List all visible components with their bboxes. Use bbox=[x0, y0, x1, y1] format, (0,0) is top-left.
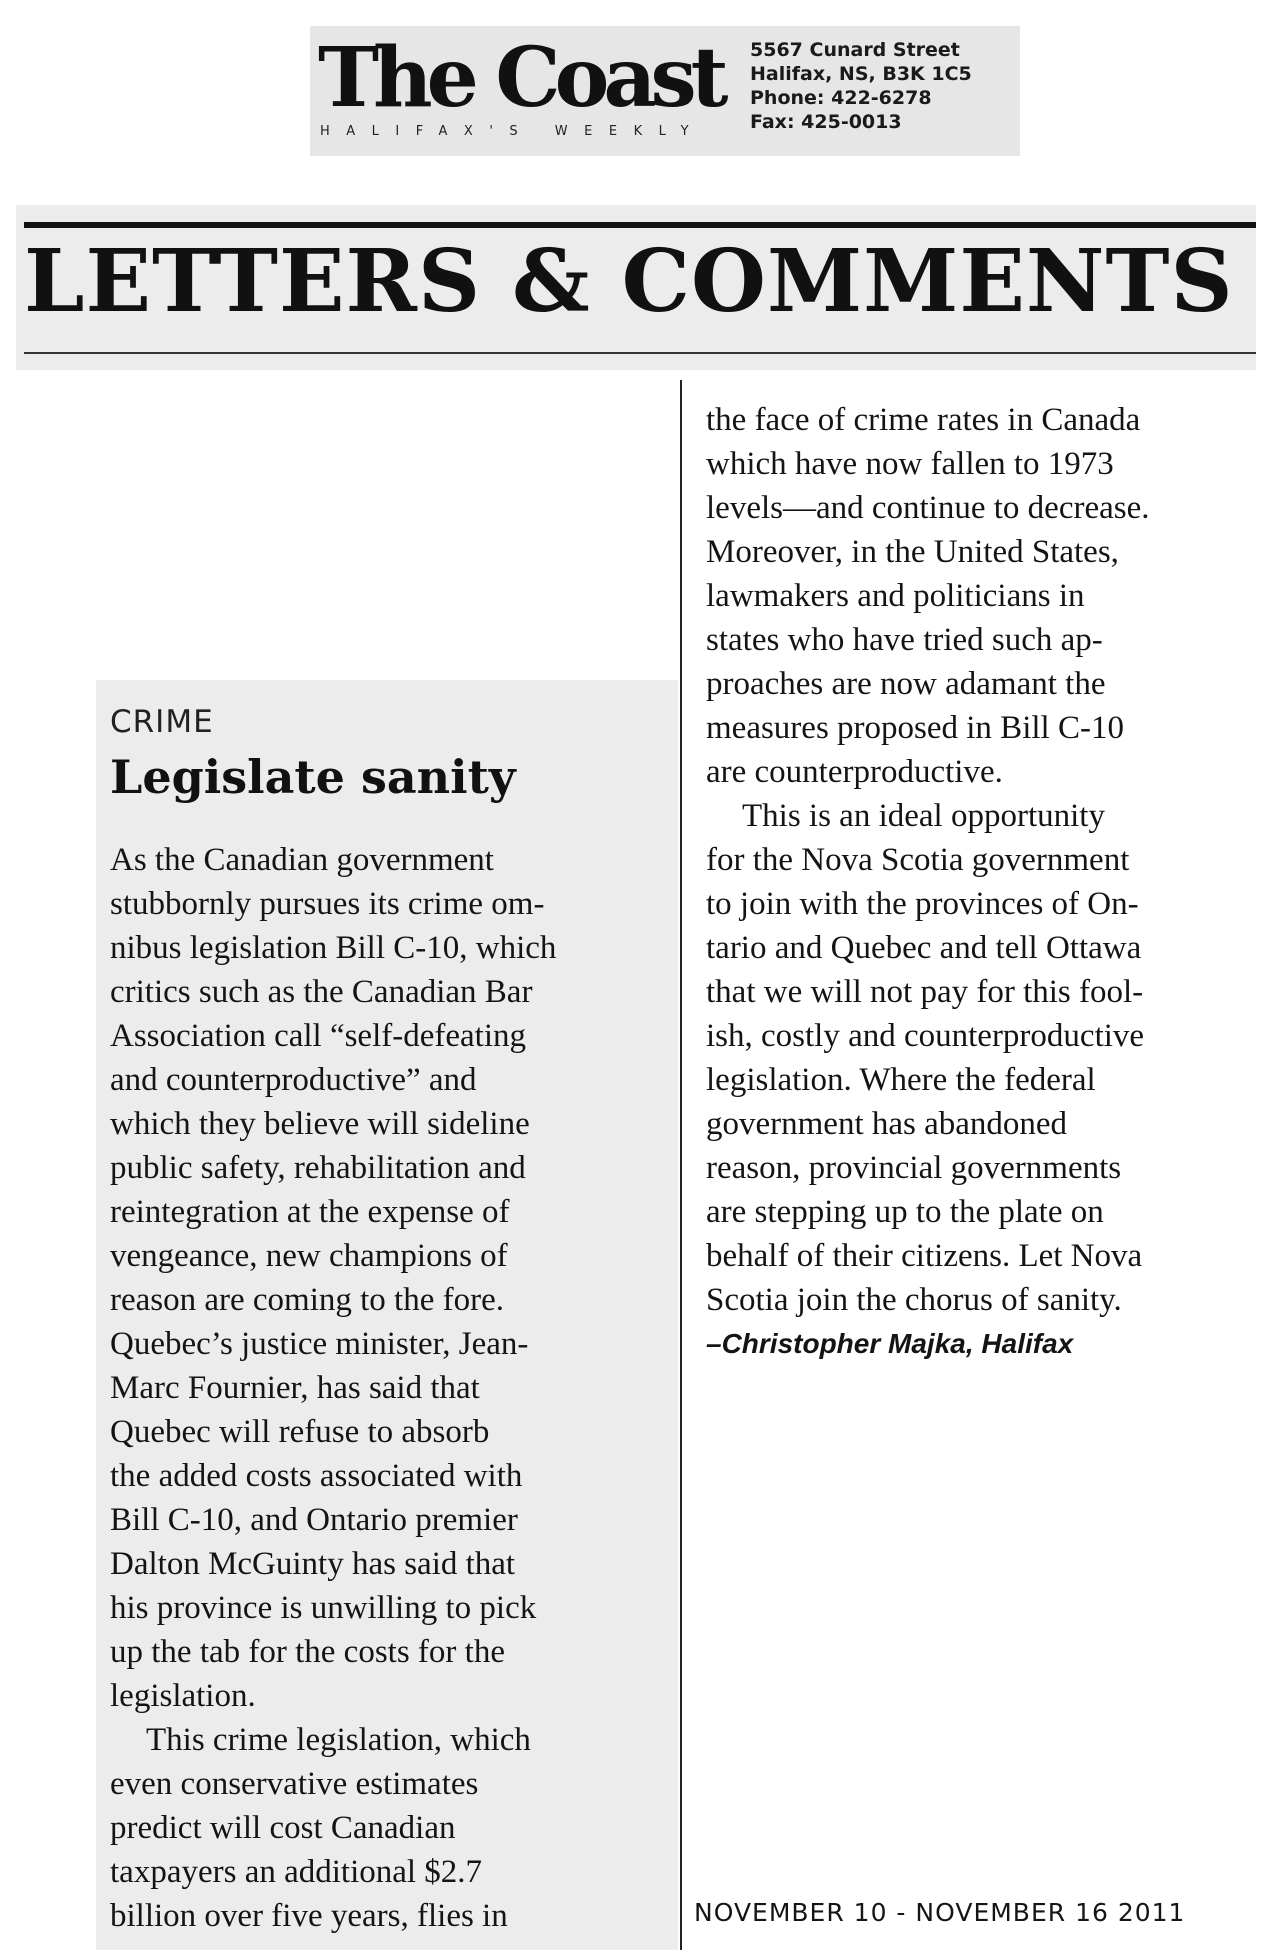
text-line: measures proposed in Bill C-10 bbox=[706, 710, 1124, 746]
text-line: the face of crime rates in Canada bbox=[706, 402, 1141, 438]
article-headline: Legislate sanity bbox=[110, 750, 516, 804]
text-line: behalf of their citizens. Let Nova bbox=[706, 1238, 1143, 1274]
article-column-right bbox=[706, 398, 1246, 1366]
text-line: tario and Quebec and tell Ottawa bbox=[706, 930, 1142, 966]
text-line: stubbornly pursues its crime om- bbox=[110, 886, 545, 922]
text-line: public safety, rehabilitation and bbox=[110, 1150, 526, 1186]
text-line: reason, provincial governments bbox=[706, 1150, 1122, 1186]
text-line: proaches are now adamant the bbox=[706, 666, 1106, 702]
text-line: even conservative estimates bbox=[110, 1766, 479, 1802]
text-line: are stepping up to the plate on bbox=[706, 1194, 1104, 1230]
address-line: Phone: 422-6278 bbox=[750, 87, 932, 109]
text-line: to join with the provinces of On- bbox=[706, 886, 1139, 922]
text-line: which have now fallen to 1973 bbox=[706, 446, 1114, 482]
text-line: levels—and continue to decrease. bbox=[706, 490, 1150, 526]
address-line: 5567 Cunard Street bbox=[750, 39, 960, 61]
text-line: This crime legislation, which bbox=[146, 1722, 531, 1758]
issue-date: NOVEMBER 10 - NOVEMBER 16 2011 bbox=[694, 1898, 1186, 1927]
text-line: As the Canadian government bbox=[110, 842, 494, 878]
banner-rule-bottom bbox=[24, 352, 1256, 354]
banner-rule-top bbox=[24, 222, 1256, 228]
text-line: Marc Fournier, has said that bbox=[110, 1370, 480, 1406]
text-line: and counterproductive” and bbox=[110, 1062, 477, 1098]
text-line: legislation. Where the federal bbox=[706, 1062, 1096, 1098]
section-title: LETTERS & COMMENTS bbox=[24, 232, 1234, 332]
text-line: ish, costly and counterproductive bbox=[706, 1018, 1145, 1054]
text-line: for the Nova Scotia government bbox=[706, 842, 1130, 878]
newspaper-tagline: HALIFAX'S WEEKLY bbox=[320, 124, 706, 139]
contact-address bbox=[750, 38, 972, 134]
text-line: This is an ideal opportunity bbox=[742, 798, 1105, 834]
masthead bbox=[310, 26, 1020, 156]
text-line: predict will cost Canadian bbox=[110, 1810, 456, 1846]
text-line: his province is unwilling to pick bbox=[110, 1590, 537, 1626]
text-line: Bill C-10, and Ontario premier bbox=[110, 1502, 518, 1538]
article-column-left bbox=[110, 838, 670, 1938]
text-line: Scotia join the chorus of sanity. bbox=[706, 1282, 1122, 1318]
text-line: billion over five years, flies in bbox=[110, 1898, 508, 1934]
text-line: reason are coming to the fore. bbox=[110, 1282, 505, 1318]
text-line: are counterproductive. bbox=[706, 754, 1003, 790]
letter-signature: –Christopher Majka, Halifax bbox=[706, 1328, 1074, 1359]
text-line: Quebec will refuse to absorb bbox=[110, 1414, 490, 1450]
text-line: taxpayers an additional $2.7 bbox=[110, 1854, 483, 1890]
text-line: government has abandoned bbox=[706, 1106, 1068, 1142]
address-line: Halifax, NS, B3K 1C5 bbox=[750, 63, 972, 85]
text-line: which they believe will sideline bbox=[110, 1106, 530, 1142]
newspaper-logo: The Coast bbox=[318, 30, 723, 126]
address-line: Fax: 425-0013 bbox=[750, 111, 902, 133]
text-line: reintegration at the expense of bbox=[110, 1194, 510, 1230]
text-line: vengeance, new champions of bbox=[110, 1238, 508, 1274]
text-line: nibus legislation Bill C-10, which bbox=[110, 930, 557, 966]
column-divider bbox=[680, 380, 682, 1950]
text-line: legislation. bbox=[110, 1678, 256, 1714]
text-line: that we will not pay for this fool- bbox=[706, 974, 1144, 1010]
article-kicker: CRIME bbox=[110, 704, 214, 740]
text-line: Dalton McGuinty has said that bbox=[110, 1546, 516, 1582]
text-line: the added costs associated with bbox=[110, 1458, 523, 1494]
text-line: lawmakers and politicians in bbox=[706, 578, 1085, 614]
text-line: Moreover, in the United States, bbox=[706, 534, 1119, 570]
text-line: Quebec’s justice minister, Jean- bbox=[110, 1326, 529, 1362]
text-line: up the tab for the costs for the bbox=[110, 1634, 505, 1670]
text-line: states who have tried such ap- bbox=[706, 622, 1103, 658]
text-line: Association call “self-defeating bbox=[110, 1018, 526, 1054]
text-line: critics such as the Canadian Bar bbox=[110, 974, 533, 1010]
